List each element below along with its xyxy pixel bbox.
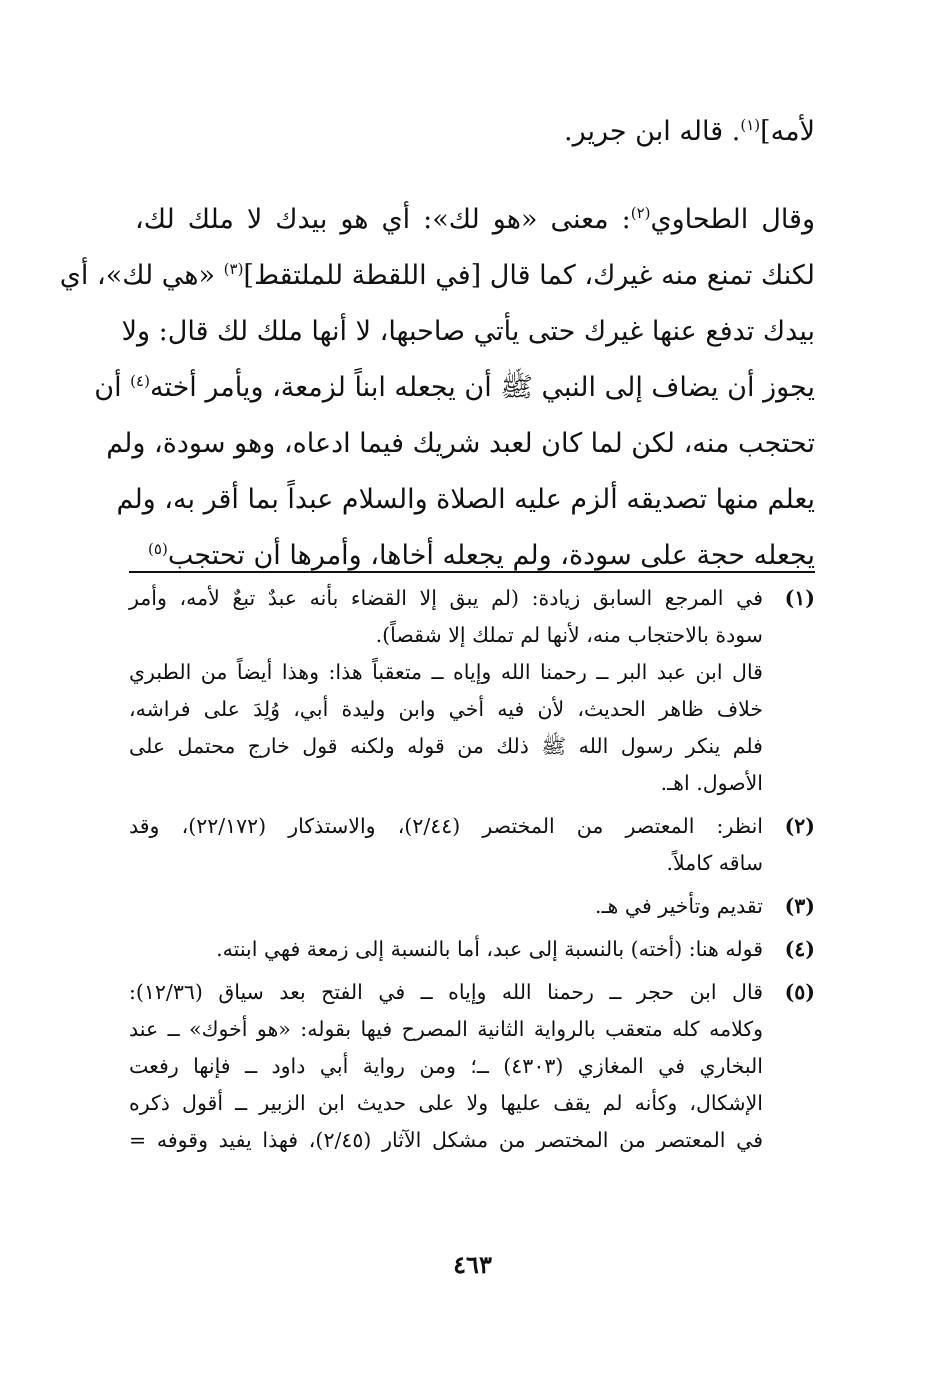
paragraph-line: وقال الطحاوي$^{(٢)}$: معنى «هو لك»: أي هو بيدك لا ملك لك، (135, 204, 815, 235)
paragraph-line: يجعله حجة على سودة، ولم يجعله أخاها، وأمرها أن تحتجب$^{(٥)}$ (148, 540, 815, 571)
footnote-line: الإشكال، وكأنه لم يقف عليها ولا على حديث ابن الزبير ــ أقول ذكره (129, 1091, 763, 1115)
footnote-line: فلم ينكر رسول الله ﷺ ذلك من قوله ولكنه قول خارج محتمل على (129, 734, 763, 758)
footnote-line: قال ابن حجر ــ رحمنا الله وإياه ــ في الفتح بعد سياق (١٢/٣٦): (129, 980, 763, 1004)
paragraph-line: بيدك تدفع عنها غيرك حتى يأتي صاحبها، لا أنها ملك لك قال: ولا (121, 316, 815, 347)
footnotes-section (129, 580, 815, 1165)
footnote-line: انظر: المعتصر من المختصر (٢/٤٤)، والاستذكار (٢٢/١٧٢)، وقد (129, 814, 763, 838)
footnote-line: الأصول. اهـ. (660, 771, 763, 795)
footnote-line: تقديم وتأخير في هـ. (595, 894, 763, 918)
paragraph-line: يجوز أن يضاف إلى النبي ﷺ أن يجعله ابناً لزمعة، ويأمر أخته$^{(٤)}$ أن (94, 372, 815, 403)
footnote-line: سودة بالاحتجاب منه، لأنها لم تملك إلا شقصاً). (375, 623, 763, 647)
footnote-number: (٣) (784, 894, 815, 918)
footnote-line: ساقه كاملاً. (666, 851, 763, 875)
paragraph-line: يعلم منها تصديقه ألزم عليه الصلاة والسلام عبداً بما أقر به، ولم (116, 484, 815, 515)
footnote-body (129, 888, 763, 925)
footnote-line: وكلامه كله متعقب بالرواية الثانية المصرح فيها بقوله: «هو أخوك» ــ عند (129, 1017, 763, 1041)
footnote-ref-1: (١) (740, 116, 761, 134)
footnote-line: البخاري في المغازي (٤٣٠٣) ــ؛ ومن رواية أبي داود ــ فإنها رفعت (129, 1054, 763, 1078)
footnote-body (129, 580, 763, 802)
footnote-1 (129, 580, 815, 802)
footnote-line: خلاف ظاهر الحديث، لأن فيه أخي وابن وليدة أبي، وُلِدَ على فراشه، (129, 697, 763, 721)
footnote-line: قوله هنا: (أخته) بالنسبة إلى عبد، أما بالنسبة إلى زمعة فهي ابنته. (216, 937, 763, 961)
footnote-number: (٢) (784, 814, 815, 838)
footnote-number: (١) (784, 586, 815, 610)
footnote-ref-3: (٣) (223, 260, 244, 278)
paragraph-line: لكنك تمنع منه غيرك، كما قال [في اللقطة للملتقط]$^{(٣)}$ «هي لك»، أي (59, 260, 815, 291)
footnote-line: في المرجع السابق زيادة: (لم يبق إلا القضاء بأنه عبدٌ تبعٌ لأمه، وأمر (129, 586, 763, 610)
page-number: ٤٦٣ (453, 1250, 492, 1279)
footnote-ref-5: (٥) (148, 540, 168, 558)
footnote-separator (129, 571, 815, 573)
main-paragraph (59, 192, 815, 584)
footnote-line: في المعتصر من المختصر من مشكل الآثار (٢/٤٥)، فهذا يفيد وقوفه = (129, 1128, 764, 1152)
continuation-line (135, 104, 815, 160)
footnote-line: قال ابن عبد البر ــ رحمنا الله وإياه ــ متعقباً هذا: وهذا أيضاً من الطبري (129, 660, 763, 684)
footnote-body (129, 808, 763, 882)
footnote-3 (129, 888, 815, 925)
footnote-body (129, 974, 763, 1159)
continuation-text-before: لأمه] (760, 116, 815, 147)
footnote-2 (129, 808, 815, 882)
footnote-ref-4: (٤) (130, 372, 150, 390)
footnote-body (129, 931, 763, 968)
footnote-ref-2: (٢) (630, 204, 651, 222)
footnote-4 (129, 931, 815, 968)
continuation-text-after: . قاله ابن جرير. (564, 116, 741, 147)
paragraph-line: تحتجب منه، لكن لما كان لعبد شريك فيما ادعاه، وهو سودة، ولم (106, 428, 815, 459)
footnote-5 (129, 974, 815, 1159)
footnote-number: (٥) (784, 980, 815, 1004)
footnote-number: (٤) (784, 937, 815, 961)
